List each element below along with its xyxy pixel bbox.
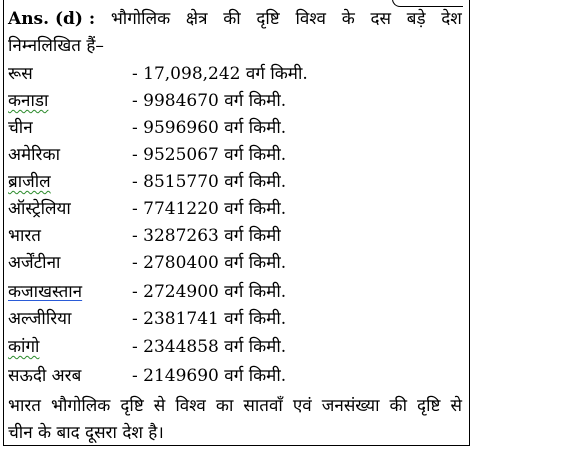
conclusion-word: दृष्टि [417,396,441,416]
conclusion-word: जनसंख्या [321,396,380,416]
country-row [8,225,281,247]
intro-word: क्षेत्र [185,9,208,29]
country-row [8,171,286,193]
conclusion-word: से [153,396,166,416]
intro-word: भौगोलिक [110,9,171,29]
intro-word: की [223,9,241,29]
intro-word: विश्व [295,9,326,29]
intro-line-1 [8,8,462,30]
conclusion-word: से [450,396,462,416]
intro-word: देश [441,9,462,29]
conclusion-word: एवं [292,396,312,416]
country-name: अमेरिका [8,145,60,165]
country-area: - 2780400 वर्ग किमी. [132,253,287,273]
intro-word: दृष्टि [256,9,280,29]
conclusion-word: दृष्टि [120,396,144,416]
intro-word: के [341,9,355,29]
conclusion-word: की [389,396,408,416]
conclusion-word: का [215,396,234,416]
country-area: - 17,098,242 वर्ग किमी. [132,64,308,84]
country-name: अल्जीरिया [8,309,72,329]
country-row [8,252,286,274]
country-name: कांगो [8,337,40,357]
conclusion-word: सातवाँ [243,396,283,416]
country-name: कनाडा [8,91,49,111]
country-area: - 7741220 वर्ग किमी. [132,199,287,219]
country-name: अर्जेंटीना [8,253,61,273]
country-row [8,198,286,220]
answer-label-text: Ans. (d) : [8,9,96,29]
country-row [8,281,286,303]
country-row [8,308,286,330]
conclusion-word: विश्व [175,396,206,416]
conclusion-line-1 [8,395,462,417]
country-row [8,144,286,166]
country-name: चीन [8,118,33,138]
country-area: - 8515770 वर्ग किमी. [132,172,287,192]
country-row [8,365,286,387]
country-row [8,117,286,139]
country-area: - 3287263 वर्ग किमी [132,226,281,246]
country-area: - 2381741 वर्ग किमी. [132,309,287,329]
country-area: - 2344858 वर्ग किमी. [132,337,287,357]
conclusion-word: भारत [8,396,41,416]
country-row [8,90,286,112]
country-name: ब्राजील [8,172,51,192]
conclusion-word: भौगोलिक [51,396,111,416]
country-row [8,336,286,358]
country-name: कजाखस्तान [8,282,83,302]
intro-word: बड़े [406,9,426,29]
answer-label [8,8,95,30]
conclusion-line-2: चीन के बाद दूसरा देश है। [8,423,164,443]
box-top-corner [392,0,463,7]
country-area: - 9596960 वर्ग किमी. [132,118,287,138]
country-name: सऊदी अरब [8,366,82,386]
country-area: - 2724900 वर्ग किमी. [132,282,287,302]
country-name: ऑस्ट्रेलिया [8,199,71,219]
country-area: - 9984670 वर्ग किमी. [132,91,287,111]
country-name: भारत [8,226,41,246]
country-name: रूस [8,64,33,84]
intro-line-2: निम्नलिखित हैं– [8,36,104,56]
intro-word: दस [370,9,392,29]
country-row [8,63,308,85]
country-area: - 9525067 वर्ग किमी. [132,145,287,165]
country-area: - 2149690 वर्ग किमी. [132,366,287,386]
